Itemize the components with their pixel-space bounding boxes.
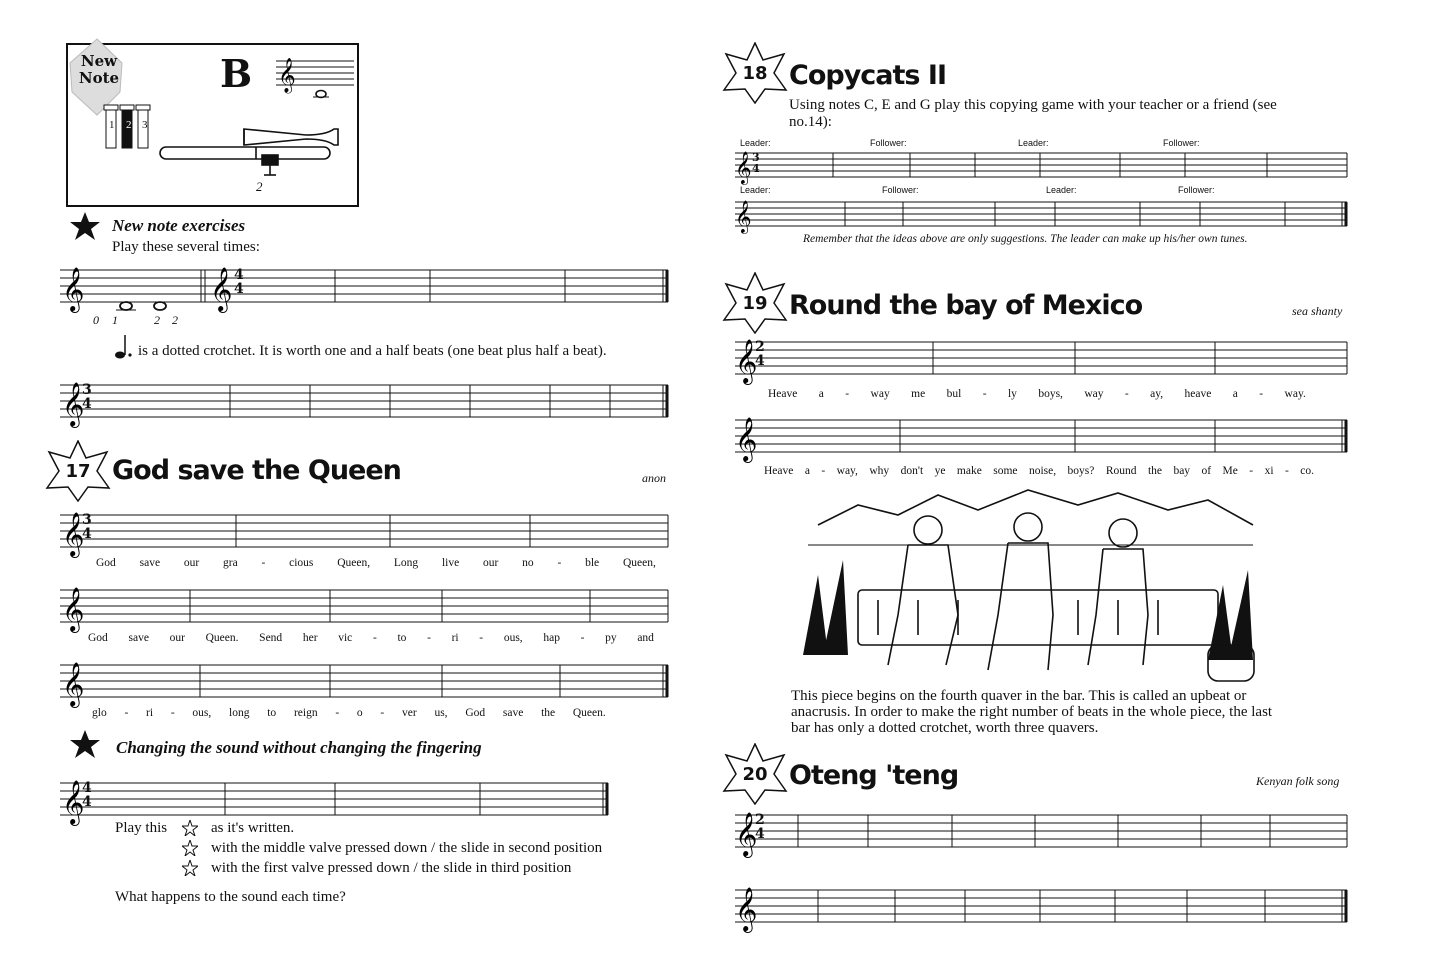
lyric: bul: [946, 388, 962, 400]
piece-19-title: Round the bay of Mexico: [789, 290, 1143, 321]
piece-17-staff-2: [60, 580, 670, 630]
leader-label: Leader:: [740, 138, 771, 148]
sailors-illustration: [798, 485, 1260, 685]
piece-20-staff-2: [735, 880, 1350, 930]
piece-17-lyrics-3: [92, 707, 606, 719]
lyric: a: [818, 388, 824, 400]
lyric: long: [229, 707, 250, 719]
lyric: noise,: [1028, 465, 1057, 477]
svg-text:𝄞: 𝄞: [62, 512, 85, 556]
lyric: -: [380, 707, 385, 719]
lyric: bay: [1173, 465, 1191, 477]
piece-17-lyrics-2: [88, 632, 654, 644]
lyric: gra: [222, 557, 238, 569]
time-sig-top: 4: [82, 780, 92, 796]
star-bullet-icon: [70, 730, 100, 760]
lyric: our: [483, 557, 499, 569]
slide-position-label: 2: [256, 179, 263, 194]
svg-text:𝄞: 𝄞: [735, 200, 752, 233]
lyric: of: [1201, 465, 1212, 477]
lyric: a: [1232, 388, 1238, 400]
piece-20-attribution: Kenyan folk song: [1256, 774, 1340, 788]
lyric: -: [1259, 388, 1264, 400]
lyric: reign: [293, 707, 318, 719]
piece-18-title: Copycats II: [789, 60, 946, 91]
lyric: -: [427, 632, 431, 644]
instruction-line-3: with the first valve pressed down / the slide in third position: [211, 860, 572, 876]
staff-lines: [60, 505, 670, 555]
piece-18-staff-2: [735, 195, 1350, 235]
play-this-label: Play this: [115, 820, 168, 836]
lyric: our: [183, 557, 200, 569]
lyric: way,: [836, 465, 858, 477]
lyric: why: [869, 465, 890, 477]
new-note-badge: New Note: [78, 52, 120, 87]
piece-17-lyrics-1: [96, 557, 656, 569]
star-bullet-icon: [70, 212, 100, 242]
piece-18-number: 18: [742, 62, 768, 84]
piece-20-star: [722, 743, 788, 805]
lyric: ous,: [503, 632, 523, 644]
lyric: a: [804, 465, 810, 477]
lyric: save: [128, 632, 149, 644]
lyric: py: [605, 632, 617, 644]
svg-text:𝄞: 𝄞: [210, 267, 233, 311]
lyric: save: [139, 557, 161, 569]
lyric: Heave: [764, 465, 794, 477]
dotted-crotchet-icon: [114, 333, 134, 361]
lyric: glo: [92, 707, 107, 719]
exercises-instruction: Play these several times:: [112, 239, 260, 255]
staff-lines: [60, 580, 670, 630]
lyric: save: [502, 707, 524, 719]
lyric: -: [982, 388, 987, 400]
instruction-line-2: with the middle valve pressed down / the slide in second position: [211, 840, 603, 856]
piece-20-number: 20: [742, 763, 768, 785]
time-sig-bottom: 4: [82, 526, 92, 542]
new-note-staff: [276, 53, 356, 103]
lyric: us,: [434, 707, 448, 719]
lyric: vic: [338, 632, 353, 644]
lyric: way.: [1284, 388, 1306, 400]
new-note-box: [66, 43, 359, 207]
time-sig-top: 3: [82, 382, 92, 398]
lyric: ri: [451, 632, 459, 644]
staff-lines: [60, 773, 620, 823]
staff-lines: [735, 195, 1350, 235]
piece-17-staff-3: [60, 655, 670, 705]
piece-18-staff-1: [735, 146, 1350, 186]
staff-lines: [735, 410, 1350, 460]
lyric: ous,: [192, 707, 212, 719]
lyric: Queen,: [622, 557, 656, 569]
lyric: co.: [1300, 465, 1314, 477]
piece-19-attribution: sea shanty: [1292, 304, 1343, 318]
piece-17-attribution: anon: [642, 471, 666, 485]
staff-lines: [60, 375, 670, 425]
lyric: make: [956, 465, 982, 477]
svg-text:𝄞: 𝄞: [735, 151, 752, 184]
exercise-staff-2: [60, 375, 670, 425]
time-sig-bottom: 4: [752, 162, 760, 175]
time-sig-bottom: 4: [234, 281, 244, 297]
lyric: ye: [934, 465, 946, 477]
follower-label: Follower:: [882, 185, 919, 195]
lyric: God: [88, 632, 108, 644]
time-sig-bottom: 4: [755, 826, 765, 842]
valve-1-label: 1: [109, 119, 115, 131]
lyric: Queen.: [205, 632, 239, 644]
lyric: to: [397, 632, 407, 644]
lyric: ri: [146, 707, 154, 719]
piece-19-staff-1: [735, 332, 1350, 382]
lyric: -: [845, 388, 850, 400]
lyric: Heave: [768, 388, 798, 400]
lyric: God: [465, 707, 486, 719]
lyric: ver: [402, 707, 417, 719]
staff-lines: [735, 146, 1350, 186]
lyric: -: [1284, 465, 1289, 477]
time-sig-bottom: 4: [82, 396, 92, 412]
trombone-icon: [156, 117, 356, 187]
lyric: -: [335, 707, 340, 719]
lyric: -: [170, 707, 175, 719]
staff-lines: [60, 260, 670, 310]
leader-label: Leader:: [740, 185, 771, 195]
fingering-0: 0: [93, 313, 99, 327]
piece-17-staff-1: [60, 505, 670, 555]
new-note-letter: B: [220, 51, 253, 96]
lyric: hap: [543, 632, 560, 644]
lyric: xi: [1264, 465, 1274, 477]
lyric: cious: [289, 557, 314, 569]
lyric: Me: [1222, 465, 1238, 477]
svg-text:𝄞: 𝄞: [62, 587, 85, 631]
lyric: our: [169, 632, 185, 644]
piece-19-lyrics-1: [768, 388, 1306, 400]
changing-heading: Changing the sound without changing the fingering: [116, 738, 482, 757]
star-outline-icon: [182, 840, 198, 856]
lyric: the: [1147, 465, 1162, 477]
time-sig-top: 2: [755, 812, 765, 828]
staff-lines: [735, 805, 1350, 855]
piece-17-star: [45, 440, 111, 502]
lyric: -: [1124, 388, 1129, 400]
changing-staff: [60, 773, 620, 823]
instruction-line-1: as it's written.: [211, 820, 295, 836]
piece-18-instruction: Using notes C, E and G play this copying game with your teacher or a friend (see no.14):: [789, 97, 1277, 130]
leader-label: Leader:: [1046, 185, 1077, 195]
piece-19-staff-2: [735, 410, 1350, 460]
fingering-2: 2: [154, 313, 160, 327]
svg-text:𝄞: 𝄞: [735, 887, 758, 931]
lyric: Send: [259, 632, 283, 644]
lyric: Long: [393, 557, 419, 569]
lyric: live: [441, 557, 460, 569]
svg-text:𝄞: 𝄞: [735, 339, 758, 383]
piece-20-staff-1: [735, 805, 1350, 855]
lyric: to: [267, 707, 277, 719]
follower-label: Follower:: [1178, 185, 1215, 195]
lyric: God: [96, 557, 116, 569]
time-sig-top: 3: [752, 151, 760, 164]
piece-17-number: 17: [65, 460, 91, 482]
lyric: ay,: [1150, 388, 1164, 400]
lyric: -: [557, 557, 562, 569]
valve-2-label: 2: [126, 119, 132, 131]
leader-label: Leader:: [1018, 138, 1049, 148]
piece-17-title: God save the Queen: [112, 455, 401, 486]
star-outline-icon: [182, 820, 198, 836]
staff-lines: [735, 332, 1350, 382]
fingering-1: 1: [112, 313, 118, 327]
time-sig-bottom: 4: [755, 353, 765, 369]
lyric: don't: [900, 465, 924, 477]
time-sig-bottom: 4: [82, 794, 92, 810]
follower-label: Follower:: [870, 138, 907, 148]
lyric: way: [870, 388, 890, 400]
staff-lines: [60, 655, 670, 705]
svg-text:𝄞: 𝄞: [735, 417, 758, 461]
piece-19-number: 19: [742, 292, 768, 314]
time-sig-top: 4: [234, 267, 244, 283]
lyric: ly: [1007, 388, 1017, 400]
question-text: What happens to the sound each time?: [115, 889, 346, 905]
fingering-3: 2: [172, 313, 178, 327]
exercises-heading: New note exercises: [112, 216, 246, 235]
time-sig-top: 3: [82, 512, 92, 528]
svg-text:𝄞: 𝄞: [735, 812, 758, 856]
lyric: -: [124, 707, 129, 719]
lyric: her: [302, 632, 318, 644]
lyric: -: [261, 557, 266, 569]
piece-18-footnote: Remember that the ideas above are only suggestions. The leader can make up his/her own tunes.: [803, 233, 1248, 245]
piece-18-star: [722, 42, 788, 104]
lyric: some: [993, 465, 1018, 477]
lyric: boys?: [1067, 465, 1095, 477]
star-outline-icon: [182, 860, 198, 876]
lyric: -: [821, 465, 826, 477]
piece-19-lyrics-2: [764, 465, 1314, 477]
lyric: -: [580, 632, 585, 644]
svg-text:𝄞: 𝄞: [62, 780, 85, 824]
lyric: no: [522, 557, 534, 569]
staff-lines: [735, 880, 1350, 930]
lyric: ble: [585, 557, 600, 569]
anacrusis-text: This piece begins on the fourth quaver in the bar. This is called an upbeat or anacrusis. In order to make the right number of beats in the whole piece, the last bar has only a dotted crotchet, worth three quavers.: [791, 688, 1273, 736]
exercise-staff-1: [60, 260, 670, 310]
follower-label: Follower:: [1163, 138, 1200, 148]
lyric: Queen,: [337, 557, 371, 569]
lyric: Round: [1105, 465, 1137, 477]
lyric: -: [479, 632, 484, 644]
lyric: and: [637, 632, 654, 644]
svg-text:𝄞: 𝄞: [62, 662, 85, 706]
lyric: Queen.: [572, 707, 606, 719]
dotted-crotchet-text: is a dotted crotchet. It is worth one and a half beats (one beat plus half a beat).: [138, 343, 607, 359]
lyric: boys,: [1038, 388, 1063, 400]
piece-19-star: [722, 272, 788, 334]
svg-text:𝄞: 𝄞: [278, 58, 296, 93]
valve-3-label: 3: [142, 119, 148, 131]
piece-20-title: Oteng 'teng: [789, 760, 959, 791]
svg-text:𝄞: 𝄞: [62, 382, 85, 426]
lyric: way: [1084, 388, 1104, 400]
svg-text:𝄞: 𝄞: [62, 267, 85, 311]
time-sig-top: 2: [755, 339, 765, 355]
lyric: heave: [1184, 388, 1212, 400]
lyric: -: [1249, 465, 1254, 477]
lyric: o: [356, 707, 363, 719]
lyric: the: [541, 707, 556, 719]
lyric: -: [372, 632, 377, 644]
lyric: me: [911, 388, 926, 400]
